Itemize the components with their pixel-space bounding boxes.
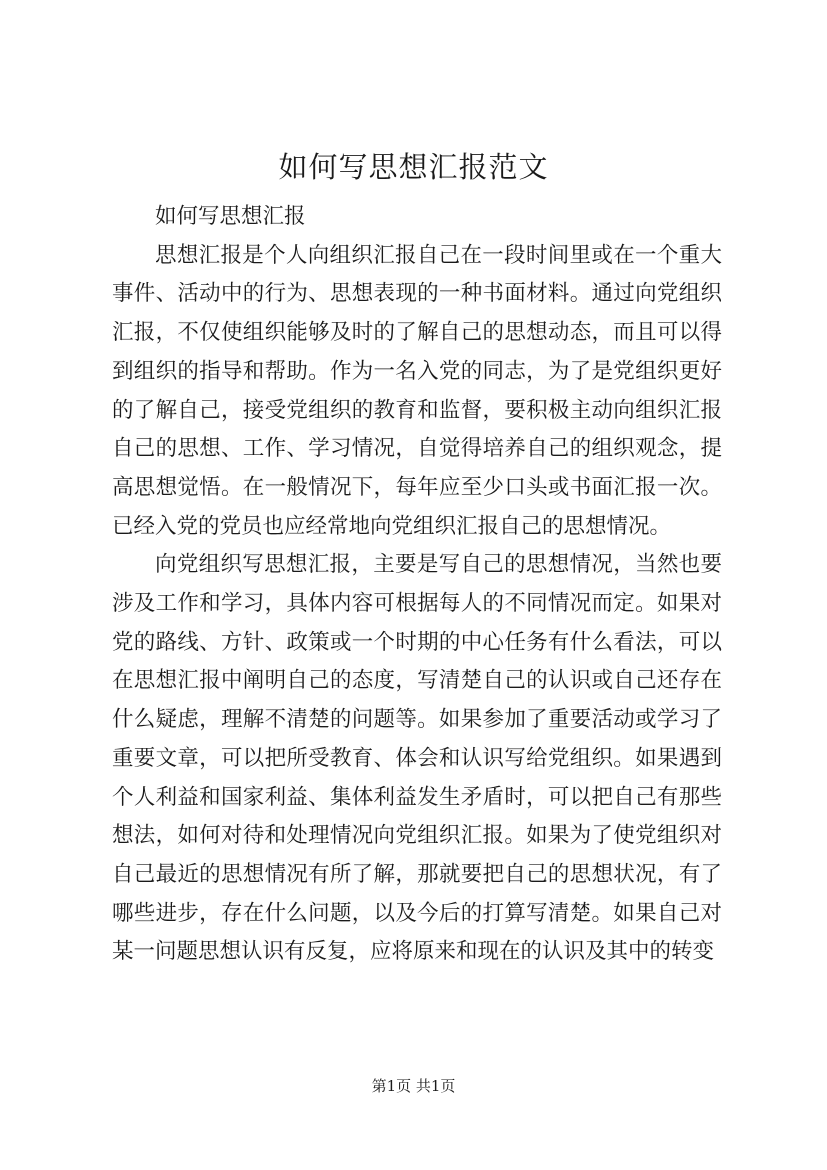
document-title: 如何写思想汇报范文 [278, 150, 549, 184]
page-number-footer: 第1页 共1页 [371, 1077, 456, 1095]
document-body [112, 198, 722, 972]
paragraph-definition: 思想汇报是个人向组织汇报自己在一段时间里或在一个重大事件、活动中的行为、思想表现的一种书面材料。通过向党组织汇报，不仅使组织能够及时的了解自己的思想动态，而且可以得到组织的指导和帮助。作为一名入党的同志，为了是党组织更好的了解自己，接受党组织的教育和监督，要积极主动向组织汇报自己的思想、工作、学习情况，自觉得培养自己的组织观念，提高思想觉悟。在一般情况下，每年应至少口头或书面汇报一次。已经入党的党员也应经常地向党组织汇报自己的思想情况。 [112, 242, 722, 539]
paragraph-subtitle: 如何写思想汇报 [155, 204, 306, 229]
paragraph-content-guidance: 向党组织写思想汇报，主要是写自己的思想情况，当然也要涉及工作和学习，具体内容可根据每人的不同情况而定。如果对党的路线、方针、政策或一个时期的中心任务有什么看法，可以在思想汇报中阐明自己的态度，写清楚自己的认识或自己还存在什么疑虑，理解不清楚的问题等。如果参加了重要活动或学习了重要文章，可以把所受教育、体会和认识写给党组织。如果遇到个人利益和国家利益、集体利益发生矛盾时，可以把自己有那些想法，如何对待和处理情况向党组织汇报。如果为了使党组织对自己最近的思想情况有所了解，那就要把自己的思想状况，有了哪些进步，存在什么问题，以及今后的打算写清楚。如果自己对某一问题思想认识有反复，应将原来和现在的认识及其中的转变 [112, 552, 722, 965]
